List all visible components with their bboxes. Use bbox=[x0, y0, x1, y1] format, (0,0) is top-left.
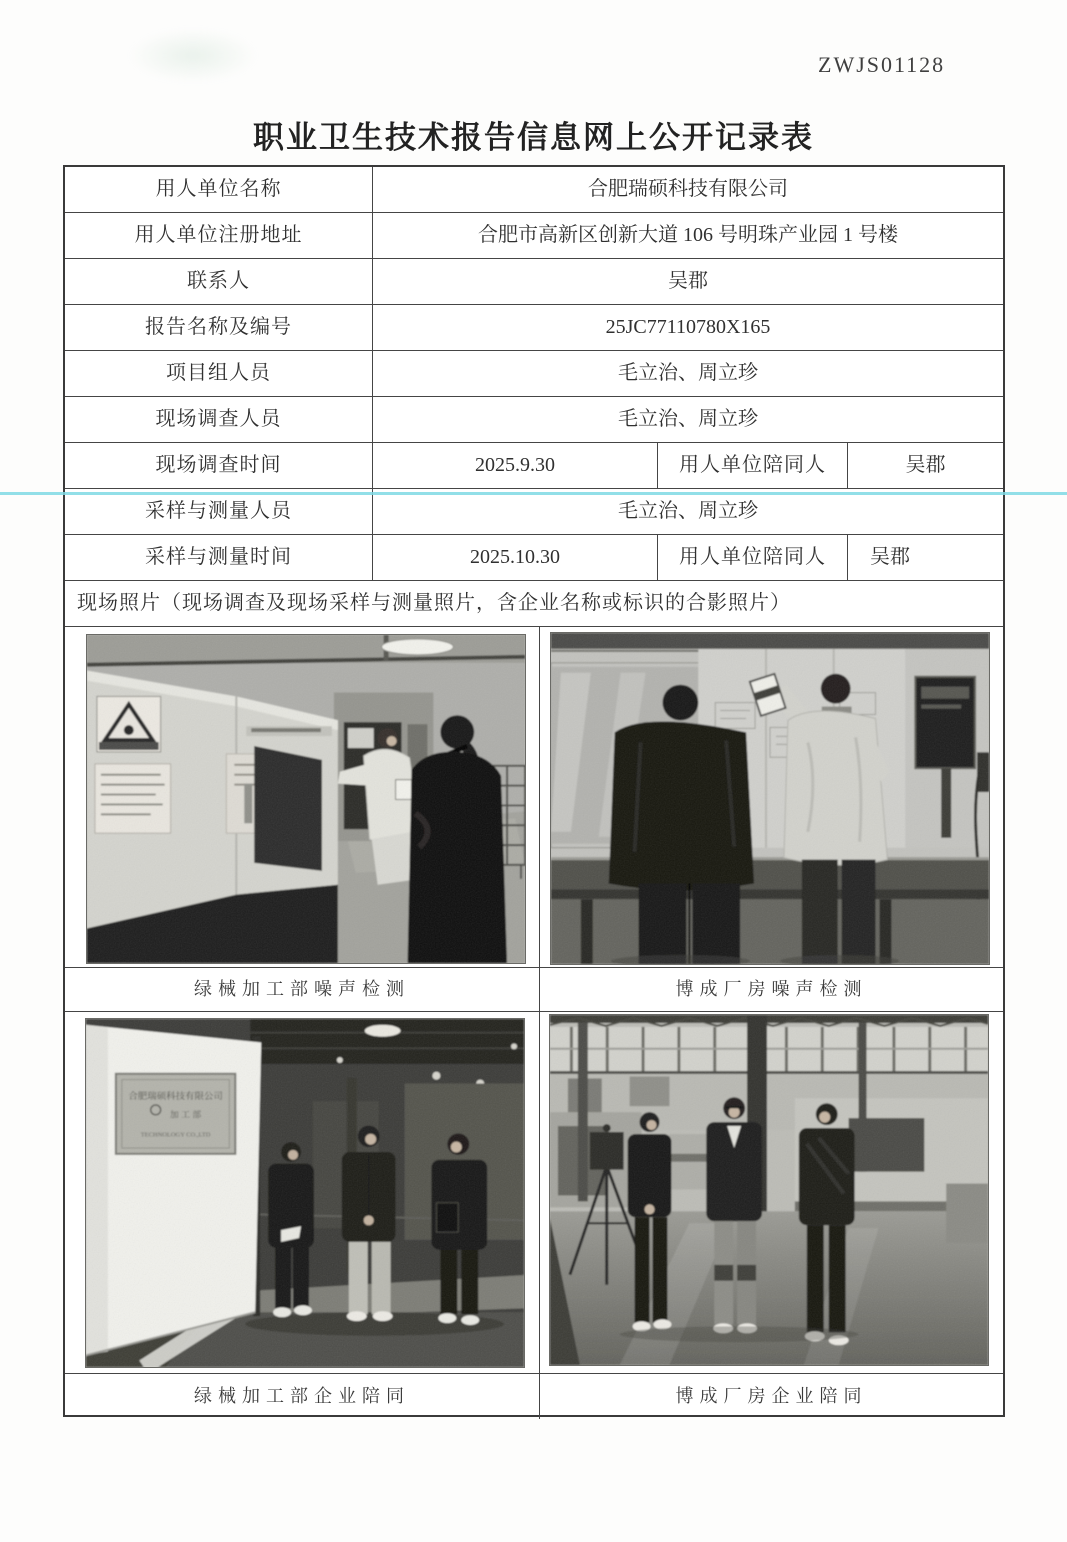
survey-time-row bbox=[65, 443, 1003, 489]
row-value: 毛立治、周立珍 bbox=[618, 408, 758, 430]
row-label: 采样与测量人员 bbox=[65, 489, 373, 534]
photo-3-illustration bbox=[86, 1019, 524, 1367]
photo-4-illustration bbox=[550, 1015, 988, 1365]
plaque-department: 加 工 部 bbox=[169, 1109, 202, 1120]
row-label: 项目组人员 bbox=[65, 351, 373, 396]
table-row bbox=[65, 305, 1003, 351]
photo-cell-2 bbox=[540, 627, 1003, 967]
record-table bbox=[63, 165, 1005, 1417]
photo-cell-3 bbox=[65, 1012, 540, 1373]
caption-row-2 bbox=[65, 1374, 1003, 1419]
row-value: 25JC77110780X165 bbox=[605, 316, 771, 338]
photo-caption: 博成厂房噪声检测 bbox=[675, 979, 868, 1000]
row-label: 用人单位名称 bbox=[65, 167, 373, 212]
plaque-company-name: 合肥瑞硕科技有限公司 bbox=[128, 1092, 223, 1103]
table-row bbox=[65, 259, 1003, 305]
row-value: 吴郡 bbox=[668, 270, 708, 292]
photo-caption: 博成厂房企业陪同 bbox=[675, 1386, 868, 1407]
photo-1-illustration bbox=[87, 635, 525, 963]
row-value: 毛立治、周立珍 bbox=[618, 362, 758, 384]
survey-date: 2025.9.30 bbox=[373, 443, 658, 488]
row-value: 毛立治、周立珍 bbox=[618, 500, 758, 522]
photo-group-factory-hall bbox=[549, 1014, 989, 1366]
sampling-date: 2025.10.30 bbox=[373, 535, 658, 580]
row-label: 现场调查时间 bbox=[65, 443, 373, 488]
row-label: 报告名称及编号 bbox=[65, 305, 373, 350]
sampling-time-row bbox=[65, 535, 1003, 581]
photo-row-1 bbox=[65, 627, 1003, 968]
photo-caption: 绿械加工部噪声检测 bbox=[65, 968, 540, 1011]
photo-cell-4 bbox=[540, 1012, 1003, 1373]
photo-group-entrance bbox=[85, 1018, 525, 1368]
table-row bbox=[65, 213, 1003, 259]
escort-name: 吴郡 bbox=[870, 546, 910, 568]
photo-2-illustration bbox=[551, 633, 989, 964]
photo-row-2 bbox=[65, 1012, 1003, 1374]
escort-label: 用人单位陪同人 bbox=[658, 443, 848, 488]
row-label: 用人单位注册地址 bbox=[65, 213, 373, 258]
row-value: 合肥市高新区创新大道 106 号明珠产业园 1 号楼 bbox=[478, 224, 898, 246]
table-row bbox=[65, 397, 1003, 443]
photo-noise-detection-factory bbox=[550, 632, 990, 965]
table-row bbox=[65, 167, 1003, 213]
row-value: 合肥瑞硕科技有限公司 bbox=[588, 178, 788, 200]
doc-code: ZWJS01128 bbox=[818, 52, 946, 77]
page-title: 职业卫生技术报告信息网上公开记录表 bbox=[253, 120, 814, 155]
photos-header-row bbox=[65, 581, 1003, 627]
photo-noise-detection-machining bbox=[86, 634, 526, 964]
plaque-english-name: TECHNOLOGY CO.,LTD bbox=[140, 1131, 211, 1139]
table-row bbox=[65, 351, 1003, 397]
sampling-person-row bbox=[65, 489, 1003, 535]
row-label: 现场调查人员 bbox=[65, 397, 373, 442]
photo-caption: 绿械加工部企业陪同 bbox=[65, 1374, 540, 1419]
caption-row-1 bbox=[65, 968, 1003, 1012]
photos-header: 现场照片（现场调查及现场采样与测量照片，含企业名称或标识的合影照片） bbox=[77, 592, 791, 614]
escort-label: 用人单位陪同人 bbox=[658, 535, 848, 580]
scan-artifact bbox=[128, 28, 258, 83]
photo-cell-1 bbox=[65, 627, 540, 967]
escort-name: 吴郡 bbox=[905, 454, 946, 476]
row-label: 采样与测量时间 bbox=[65, 535, 373, 580]
row-label: 联系人 bbox=[65, 259, 373, 304]
